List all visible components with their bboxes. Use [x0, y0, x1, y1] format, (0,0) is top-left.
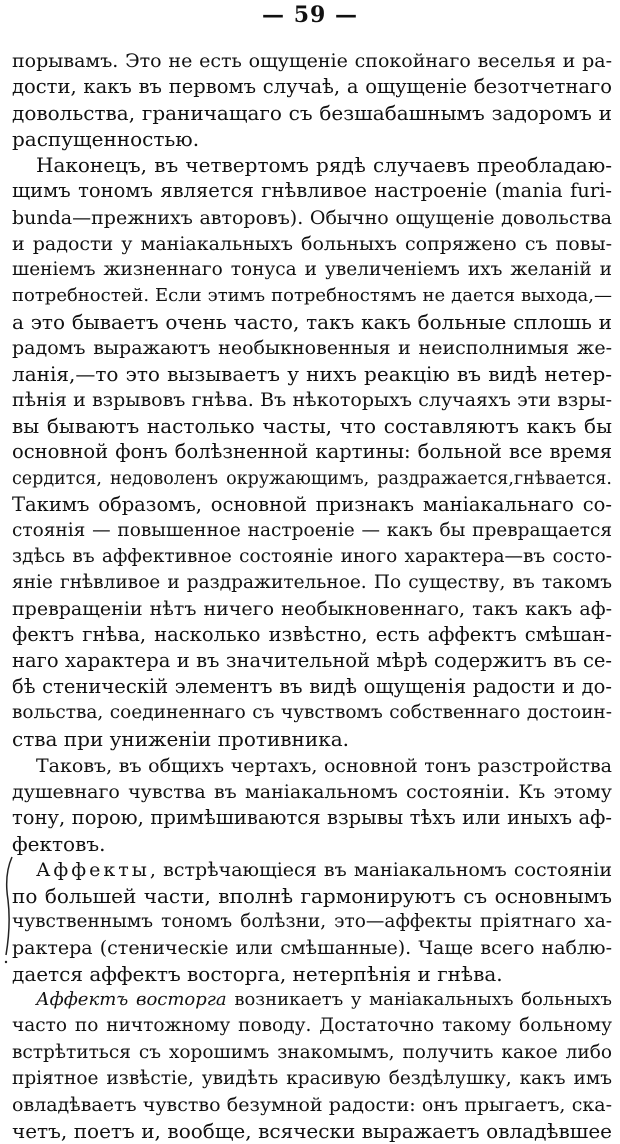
line-text: встрѣтиться съ хорошимъ знакомымъ, получить какое либо [12, 1041, 612, 1063]
line-text: здѣсь въ аффективное состояніе иного характера—въ состо- [12, 545, 612, 567]
line-text: четъ, поетъ и, вообще, всячески выражаетъ овладѣвшее [12, 1118, 612, 1143]
text-line [12, 1118, 612, 1144]
line-text: яніе гнѣвливое и раздражительное. По существу, въ такомъ [12, 571, 612, 593]
line-text: вольства, соединеннаго съ чувствомъ собственнаго достоин- [12, 702, 612, 724]
text-line [12, 100, 612, 126]
text-line [12, 909, 612, 935]
line-text: Наконецъ, въ четвертомъ рядѣ случаевъ преобладаю- [36, 153, 612, 178]
line-text: тону, порою, примѣшиваются взрывы тѣхъ или иныхъ аф- [12, 805, 612, 829]
text-line [12, 492, 612, 518]
spaced-term: Аффекты [36, 858, 150, 881]
text-line [12, 570, 612, 596]
text-line [12, 283, 612, 309]
text-line [12, 178, 612, 204]
text-line [12, 935, 612, 961]
text-line [12, 413, 612, 439]
text-line [12, 726, 612, 752]
line-text: наго характера и въ значительной мѣрѣ содержитъ въ се- [12, 649, 612, 673]
line-text: чувственнымъ тономъ болѣзни, это—аффекты пріятнаго ха- [12, 911, 612, 933]
text-line [12, 987, 612, 1013]
text-line [12, 387, 612, 413]
text-line [12, 518, 612, 544]
text-line [12, 622, 612, 648]
text-line [12, 1040, 612, 1066]
text-line [12, 257, 612, 283]
line-text: часто по ничтожному поводу. Достаточно такому больному [12, 1015, 612, 1037]
text-line [12, 439, 612, 465]
text-line [12, 961, 612, 987]
line-text: радомъ выражаютъ необыкновенныя и неисполнимыя же- [12, 337, 612, 360]
line-text: а это бываетъ очень часто, такъ какъ больные сплошь и [12, 309, 612, 334]
text-line [12, 309, 612, 335]
line-text: по большей части, вполнѣ гармонируютъ съ основнымъ [12, 884, 612, 908]
line-text: основной фонъ болѣзненной картины: больной все время [12, 440, 612, 464]
text-line [12, 805, 612, 831]
text-line [12, 831, 612, 857]
page-number: — 59 — [262, 2, 358, 28]
text-line [12, 544, 612, 570]
text-line [12, 1066, 612, 1092]
line-text: Таковъ, въ общихъ чертахъ, основной тонъ разстройства [36, 754, 612, 777]
line-text: овладѣваетъ чувство безумной радости: онъ прыгаетъ, ска- [12, 1093, 612, 1116]
line-text: ланія,—то это вызываетъ у нихъ реакцію въ видѣ нетер- [12, 362, 612, 387]
line-text: сердится, недоволенъ окружающимъ, раздражается,гнѣвается. [12, 468, 612, 489]
text-line [12, 883, 612, 909]
line-text: Такимъ образомъ, основной признакъ маніакальнаго со- [12, 492, 612, 516]
line-text: возникаетъ у маніакальныхъ больныхъ [226, 989, 612, 1011]
text-line [12, 48, 612, 74]
line-text: bunda—прежнихъ авторовъ). Обычно ощущеніе довольства [12, 206, 612, 229]
line-text: ства при униженіи противника. [12, 727, 349, 752]
text-line [12, 152, 612, 178]
body-text [12, 48, 612, 1144]
text-line [12, 231, 612, 257]
margin-bracket-mark [2, 855, 16, 965]
line-text: пріятное извѣстіе, увидѣть красивую бездѣлушку, какъ имъ [12, 1067, 612, 1089]
line-text: , встрѣчающіеся въ маніакальномъ состояніи [149, 858, 612, 881]
italic-term: Аффектъ восторга [36, 989, 227, 1011]
text-line [12, 648, 612, 674]
text-line [12, 1013, 612, 1039]
line-text: стоянія — повышенное настроеніе — какъ бы превращается [12, 519, 612, 541]
line-text: вы бываютъ настолько часты, что составляютъ какъ бы [12, 414, 612, 439]
text-line [12, 700, 612, 726]
text-line [12, 779, 612, 805]
line-text: фектовъ. [12, 831, 106, 856]
text-line [12, 205, 612, 231]
line-text: превращеніи нѣтъ ничего необыкновеннаго, такъ какъ аф- [12, 597, 612, 620]
text-line [12, 753, 612, 779]
text-line [12, 361, 612, 387]
line-text: шеніемъ жизненнаго тонуса и увеличеніемъ ихъ желаній и [12, 258, 612, 280]
text-line [12, 1092, 612, 1118]
text-line [12, 335, 612, 361]
text-line [12, 857, 612, 883]
line-text: дости, какъ въ первомъ случаѣ, а ощущеніе безотчетнаго [12, 75, 612, 99]
line-text: порывамъ. Это не есть ощущеніе спокойнаго веселья и ра- [12, 50, 612, 72]
line-text: дается аффектъ восторга, нетерпѣнія и гнѣва. [12, 962, 503, 987]
text-line [12, 74, 612, 100]
line-text: душевнаго чувства въ маніакальномъ состояніи. Къ этому [12, 780, 612, 803]
text-line [12, 596, 612, 622]
line-text: бѣ стеническій элементъ въ видѣ ощущенія радости и до- [12, 675, 612, 699]
line-text: щимъ тономъ является гнѣвливое настроеніе (mania furi- [12, 179, 612, 203]
line-text: рактера (стеническіе или смѣшанные). Чаще всего наблю- [12, 937, 612, 960]
line-text: фектъ гнѣва, насколько извѣстно, есть аффектъ смѣшан- [12, 623, 612, 647]
text-line [12, 466, 612, 492]
line-text: потребностей. Если этимъ потребностямъ не дается выхода,— [12, 284, 612, 306]
line-text: и радости у маніакальныхъ больныхъ сопряжено съ повы- [12, 232, 612, 255]
text-line [12, 126, 612, 152]
text-line [12, 674, 612, 700]
line-text: пѣнія и взрывовъ гнѣва. Въ нѣкоторыхъ случаяхъ эти взры- [12, 389, 612, 412]
line-text: довольства, граничащаго съ безшабашнымъ задоромъ и [12, 101, 612, 126]
line-text: распущенностью. [12, 127, 200, 152]
